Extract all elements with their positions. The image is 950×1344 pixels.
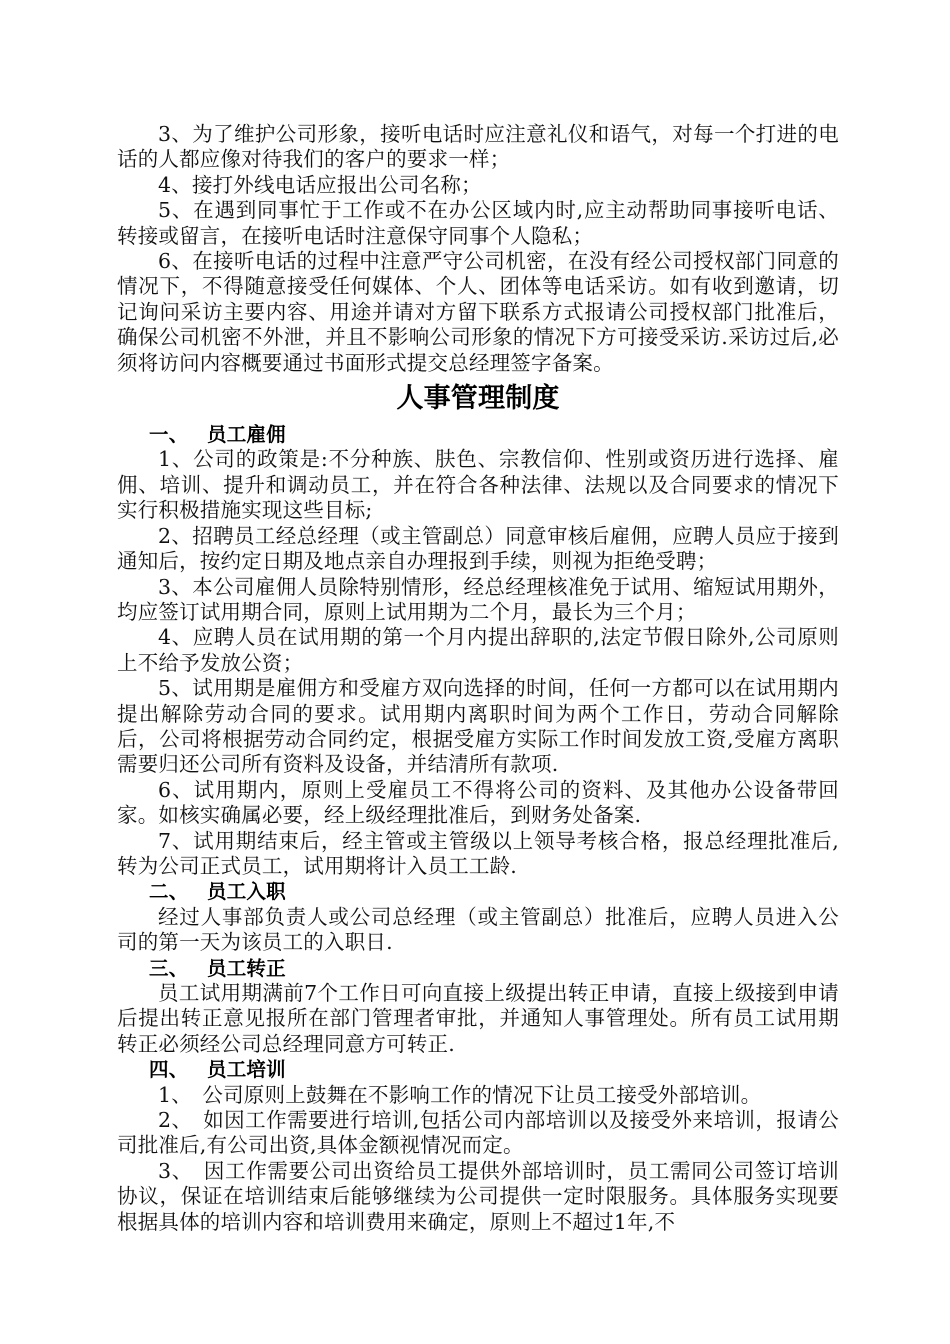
section-number: 四、 [149,1058,189,1082]
document-title: 人事管理制度 [396,383,560,415]
section-paragraph: 3、 因工作需要公司出资给员工提供外部培训时，员工需同公司签订培训协议，保证在培训结束后能够继续为公司提供一定时限服务。具体服务实现要根据具体的培训内容和培训费用来确定，原则上不超过1年,不 [117,1158,839,1234]
section-title: 员工入职 [207,880,286,904]
section-title: 员工转正 [207,956,286,980]
document-page [117,122,839,1235]
section-paragraph: 员工试用期满前7个工作日可向直接上级提出转正申请，直接上级接到申请后提出转正意见报所在部门管理者审批，并通知人事管理处。所有员工试用期转正必须经公司总经理同意方可转正. [117,981,839,1056]
section-heading [117,956,839,981]
intro-paragraph: 6、在接听电话的过程中注意严守公司机密，在没有经公司授权部门同意的情况下，不得随意接受任何媒体、个人、团体等电话采访。如有收到邀请，切记询问采访主要内容、用途并请对方留下联系方式报请公司授权部门批准后，确保公司机密不外泄，并且不影响公司形象的情况下方可接受采访.采访过后,必须将访问内容概要通过书面形式提交总经理签字备案。 [117,249,839,375]
intro-paragraph: 4、接打外线电话应报出公司名称； [158,172,482,197]
section-paragraph: 5、试用期是雇佣方和受雇方双向选择的时间，任何一方都可以在试用期内提出解除劳动合同的要求。试用期内离职时间为两个工作日，劳动合同解除后，公司将根据劳动合同约定，根据受雇方实际工作时间发放工资,受雇方离职需要归还公司所有资料及设备，并结清所有款项. [117,676,839,777]
section-paragraph: 7、试用期结束后，经主管或主管级以上领导考核合格，报总经理批准后,转为公司正式员工，试用期将计入员工工龄. [117,828,839,878]
section-title: 员工培训 [207,1058,286,1082]
section-title: 员工雇佣 [207,423,286,447]
section-paragraph: 4、应聘人员在试用期的第一个月内提出辞职的,法定节假日除外,公司原则上不给予发放公资； [117,625,839,675]
section-paragraph: 1、 公司原则上鼓舞在不影响工作的情况下让员工接受外部培训。 [158,1082,762,1107]
section-paragraph: 经过人事部负责人或公司总经理（或主管副总）批准后，应聘人员进入公司的第一天为该员工的入职日. [117,904,839,955]
section-paragraph: 1、公司的政策是:不分种族、肤色、宗教信仰、性别或资历进行选择、雇佣、培训、提升和调动员工，并在符合各种法律、法规以及合同要求的情况下实行积极措施实现这些目标; [117,447,839,523]
section-number: 一、 [149,423,189,447]
section-number: 二、 [149,880,189,904]
section-paragraph: 2、招聘员工经总经理（或主管副总）同意审核后雇佣，应聘人员应于接到通知后，按约定日期及地点亲自办理报到手续，则视为拒绝受聘； [117,523,839,574]
intro-paragraph: 3、为了维护公司形象，接听电话时应注意礼仪和语气，对每一个打进的电话的人都应像对待我们的客户的要求一样； [117,122,839,172]
section-number: 三、 [149,956,189,980]
section-paragraph: 3、本公司雇佣人员除特别情形，经总经理核准免于试用、缩短试用期外，均应签订试用期合同，原则上试用期为二个月，最长为三个月； [117,574,839,624]
section-paragraph: 2、 如因工作需要进行培训,包括公司内部培训以及接受外来培训，报请公司批准后,有公司出资,具体金额视情况而定。 [117,1108,839,1158]
section-paragraph: 6、试用期内，原则上受雇员工不得将公司的资料、及其他办公设备带回家。如核实确属必要，经上级经理批准后，到财务处备案. [117,777,839,828]
section-heading [117,879,839,904]
section-heading [117,1057,839,1082]
section-heading [117,422,839,447]
intro-paragraph: 5、在遇到同事忙于工作或不在办公区域内时,应主动帮助同事接听电话、转接或留言，在接听电话时注意保守同事个人隐私； [117,198,839,248]
